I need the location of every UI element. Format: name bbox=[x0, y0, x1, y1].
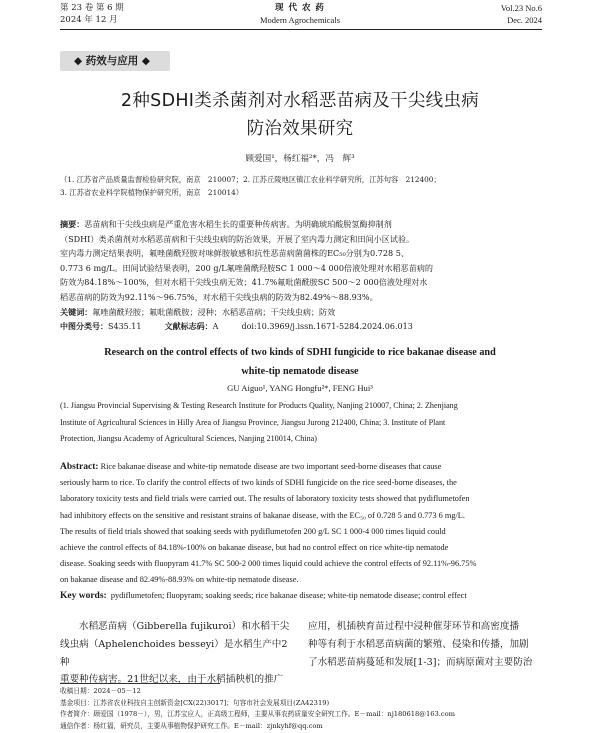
affiliation-en-line: (1. Jiangsu Provincial Supervising & Testing Research Institute for Products Quality, Nanjing 210007, China; 2. Zhenjiang bbox=[60, 401, 458, 410]
header-journal-en: Modern Agrochemicals bbox=[259, 15, 341, 25]
footnote-rule bbox=[60, 683, 220, 684]
keywords-cn-text: 氟唑菌酰羟胺；氟吡菌酰胺；浸种；水稻恶苗病；干尖线虫病；防效 bbox=[92, 307, 336, 317]
header-date-en: Dec. 2024 bbox=[507, 15, 542, 25]
abstract-en-line: laboratory toxicity tests and field trials were carried out. The results of laboratory toxicity tests showed that pydiflumetofen bbox=[60, 494, 470, 504]
body-right-line: 了水稻恶苗病蔓延和发展[1-3]；而病原菌对主要防治 bbox=[308, 656, 533, 668]
footnote-corresponding: 通信作者：杨红福，研究员，主要从事植物保护研究工作。E－mail：zjnkyhf@qq.com bbox=[60, 721, 323, 730]
doc-code-value: A bbox=[212, 322, 219, 331]
abstract-cn bbox=[60, 217, 542, 305]
header-journal-cn: 现 代 农 药 bbox=[275, 3, 325, 13]
header-rule bbox=[60, 29, 542, 30]
keywords-en-label: Key words: bbox=[60, 591, 107, 601]
abstract-cn-label: 摘要： bbox=[60, 219, 85, 229]
abstract-en bbox=[60, 459, 542, 589]
doi-value: 10.3969/j.issn.1671-5284.2024.06.013 bbox=[256, 322, 413, 331]
authors-en: GU Aiguo¹, YANG Hongfu²*, FENG Hui³ bbox=[227, 383, 373, 393]
affiliation-en-line: Protection, Jiangsu Academy of Agricultural Sciences, Nanjing 210014, China) bbox=[60, 434, 317, 443]
paper-title-line2: 防治效果研究 bbox=[246, 119, 354, 139]
abstract-en-line: on bakanae disease and 82.49%-88.93% on white-tip nematode disease. bbox=[60, 575, 299, 585]
footnote-fund: 基金项目：江苏省农业科技自主创新资金[CX(22)3017]；句容市社会发展项目(ZA42319) bbox=[60, 698, 330, 707]
body-left-column bbox=[60, 618, 296, 689]
body-left-line: 线虫病（Aphelenchoides besseyi）是水稻生产中2种 bbox=[60, 638, 288, 668]
abstract-en-line: achieve the control effects of 84.18%-100% on bakanae disease, but had no control effect on rice white-tip nematode bbox=[60, 543, 449, 553]
keywords-cn-label: 关键词： bbox=[60, 307, 93, 317]
doc-code-label: 文献标志码： bbox=[164, 322, 213, 331]
abstract-cn-line: 室内毒力测定结果表明，氟唑菌酰羟胺对味鲜胺敏感和抗性恶苗病菌菌株的EC₅₀分别为0.728 5、 bbox=[60, 248, 409, 259]
abstract-cn-line: （SDHI）类杀菌剂对水稻恶苗病和干尖线虫病的防治效果，开展了室内毒力测定和田间小区试验。 bbox=[60, 233, 415, 244]
abstract-en-line: had inhibitory effects on the sensitive and resistant strains of bakanae disease, with the EC₅₀ of 0.728 5 and 0.773 6 mg/L. bbox=[60, 510, 465, 520]
footnotes bbox=[60, 686, 542, 732]
abstract-en-line: The results of field trials showed that soaking seeds with pydiflumetofen 200 g/L SC 1 000-4 000 times liquid could bbox=[60, 526, 446, 536]
keywords-cn bbox=[60, 305, 542, 320]
header-issue: 第 23 卷 第 6 期 bbox=[60, 3, 124, 13]
footnote-received: 收稿日期：2024－05－12 bbox=[60, 687, 141, 695]
abstract-cn-line: 防效为84.18%～100%，但对水稻干尖线虫病无效；41.7%氟吡菌酰胺SC 500～2 000倍液处理对水 bbox=[60, 277, 428, 288]
classification-line bbox=[60, 321, 542, 333]
affiliation-cn-line: （1. 江苏省产品质量监督检验研究院，南京 210007；2. 江苏丘陵地区镇江农业科学研究所，江苏句容 212400； bbox=[60, 175, 441, 184]
title-en-line: Research on the control effects of two kinds of SDHI fungicide to rice bakanae disease and bbox=[104, 347, 496, 358]
abstract-cn-line: 0.773 6 mg/L。田间试验结果表明，200 g/L氟唑菌酰羟胺SC 1 000～4 000倍液处理对水稻恶苗病的 bbox=[60, 262, 434, 273]
doi-label: doi: bbox=[241, 322, 257, 331]
header-volume: Vol.23 No.6 bbox=[500, 3, 542, 13]
affiliations-en bbox=[60, 398, 550, 448]
abstract-en-label: Abstract: bbox=[60, 462, 99, 472]
header-date: 2024 年 12 月 bbox=[60, 15, 118, 25]
body-right-column bbox=[308, 618, 544, 671]
paper-title-line1: 2种SDHI类杀菌剂对水稻恶苗病及干尖线虫病 bbox=[120, 91, 480, 111]
body-right-line: 种等有利于水稻恶苗病菌的繁殖、侵染和传播，加剧 bbox=[308, 638, 529, 650]
abstract-cn-line: 恶苗病和干尖线虫病是严重危害水稻生长的重要种传病害。为明确琥珀酸脱氢酶抑制剂 bbox=[84, 219, 392, 229]
body-left-line: 重要种传病害。21世纪以来，由于水稻插秧机的推广 bbox=[60, 674, 284, 686]
keywords-en-text: pydiflumetofen; fluopyram; soaking seeds; rice bakanae disease; white-tip nematode disease; control effect bbox=[110, 591, 467, 600]
footnote-author: 作者简介：顾爱国（1978－），男，江苏宝应人，正高级工程师，主要从事农药质量安全研究工作。E－mail：nj180618@163.com bbox=[60, 710, 456, 719]
keywords-en bbox=[60, 588, 542, 604]
abstract-en-line: disease. Soaking seeds with fluopyram 41.7% SC 500-2 000 times liquid could achieve the control effects of 92.11%-96.75% bbox=[60, 559, 477, 569]
section-tag: ◆ 药效与应用 ◆ bbox=[74, 55, 150, 67]
abstract-en-line: Rice bakanae disease and white-tip nematode disease are two important seed-borne diseases that cause bbox=[100, 462, 442, 471]
body-right-line: 应用，机插秧育苗过程中浸种催芽环节和高密度播 bbox=[308, 621, 520, 632]
title-en-line: white-tip nematode disease bbox=[241, 366, 359, 377]
affiliation-en-line: Institute of Agricultural Sciences in Hilly Area of Jiangsu Province, Jiangsu Jurong 212400, China; 3. Institute of Plant bbox=[60, 417, 446, 427]
affiliation-cn-line: 3. 江苏省农业科学院植物保护研究所，南京 210014） bbox=[60, 188, 244, 197]
clc-label: 中图分类号： bbox=[60, 322, 108, 331]
authors-cn: 顾爱国¹，杨红福²*，冯 辉³ bbox=[245, 154, 355, 164]
title-en bbox=[40, 343, 560, 381]
abstract-en-line: seriously harm to rice. To clarify the control effects of two kinds of SDHI fungicide on the rice seed-borne diseases, the bbox=[60, 478, 457, 488]
affiliations-cn bbox=[60, 173, 550, 199]
abstract-cn-line: 稻恶苗病的防效为92.11%～96.75%，对水稻干尖线虫病的防效为82.49%～88.93%。 bbox=[60, 291, 378, 302]
clc-value: S435.11 bbox=[108, 322, 142, 331]
body-left-line: 水稻恶苗病（Gibberella fujikuroi）和水稻干尖 bbox=[79, 621, 290, 632]
